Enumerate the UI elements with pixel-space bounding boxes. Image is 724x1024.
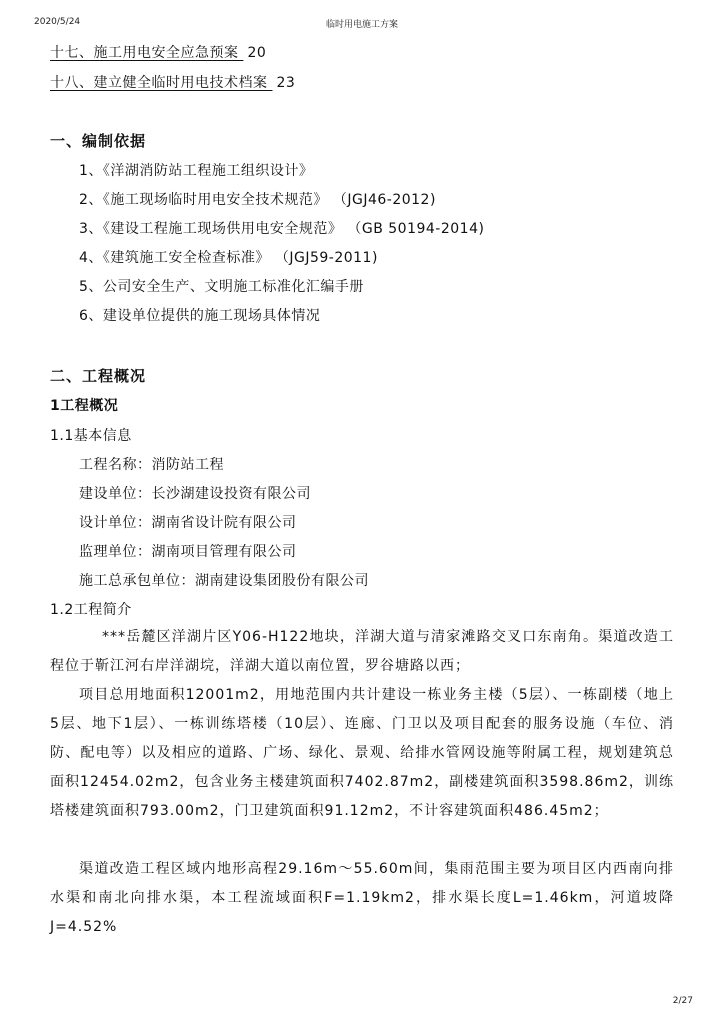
list-item: 3、《建设工程施工现场供用电安全规范》 （GB 50194-2014) [79, 221, 485, 237]
section-heading: 二、工程概况 [50, 367, 147, 385]
section-heading: 一、编制依据 [50, 132, 147, 150]
paragraph: 渠道改造工程区域内地形高程29.16m～55.60m间，集雨范围主要为项目区内西南向排水渠和南北向排水渠，本工程流域面积F=1.19km2，排水渠长度L=1.46km，河道坡降J=4.52% [50, 861, 674, 935]
paragraph: ***岳麓区洋湖片区Y06-H122地块，洋湖大道与清家滩路交叉口东南角。渠道改造工程位于靳江河右岸洋湖垸，洋湖大道以南位置，罗谷塘路以西； [50, 629, 674, 674]
info-item: 监理单位：湖南项目管理有限公司 [79, 544, 297, 560]
toc-entry[interactable] [50, 72, 295, 92]
list-item: 6、建设单位提供的施工现场具体情况 [79, 308, 321, 324]
header-date: 2020/5/24 [34, 17, 81, 27]
sub-heading: 1工程概况 [50, 398, 119, 414]
toc-label: 十八、建立健全临时用电技术档案 [50, 75, 268, 91]
paragraph: 项目总用地面积12001m2，用地范围内共计建设一栋业务主楼（5层）、一栋副楼（地上5层、地下1层）、一栋训练塔楼（10层）、连廊、门卫以及项目配套的服务设施（车位、消防、配电等）以及相应的道路、广场、绿化、景观、给排水管网设施等附属工程，规划建筑总面积12454.02m2，包含业务主楼建筑面积7402.87m2，副楼建筑面积3598.86m2，训练塔楼建筑面积793.00m2，门卫建筑面积91.12m2，不计容建筑面积486.45m2； [50, 687, 674, 819]
page-number: 2/27 [672, 996, 693, 1006]
list-item: 4、《建筑施工安全检查标准》 （JGJ59-2011) [79, 250, 378, 266]
toc-label: 十七、施工用电安全应急预案 [50, 45, 239, 61]
info-item: 设计单位：湖南省设计院有限公司 [79, 515, 297, 531]
toc-entry[interactable] [50, 42, 266, 62]
list-item: 1、《洋湖消防站工程施工组织设计》 [79, 163, 314, 179]
sub-sub-heading: 1.2工程简介 [50, 602, 132, 618]
header-title: 临时用电施工方案 [325, 20, 398, 30]
list-item: 2、《施工现场临时用电安全技术规范》 （JGJ46-2012) [79, 192, 436, 208]
info-item: 建设单位：长沙湖建设投资有限公司 [79, 486, 311, 502]
info-item: 工程名称：消防站工程 [79, 457, 224, 473]
toc-page: 20 [247, 45, 267, 61]
info-item: 施工总承包单位：湖南建设集团股份有限公司 [79, 573, 369, 589]
toc-page: 23 [276, 75, 296, 91]
sub-sub-heading: 1.1基本信息 [50, 428, 132, 444]
list-item: 5、公司安全生产、文明施工标准化汇编手册 [79, 279, 364, 295]
